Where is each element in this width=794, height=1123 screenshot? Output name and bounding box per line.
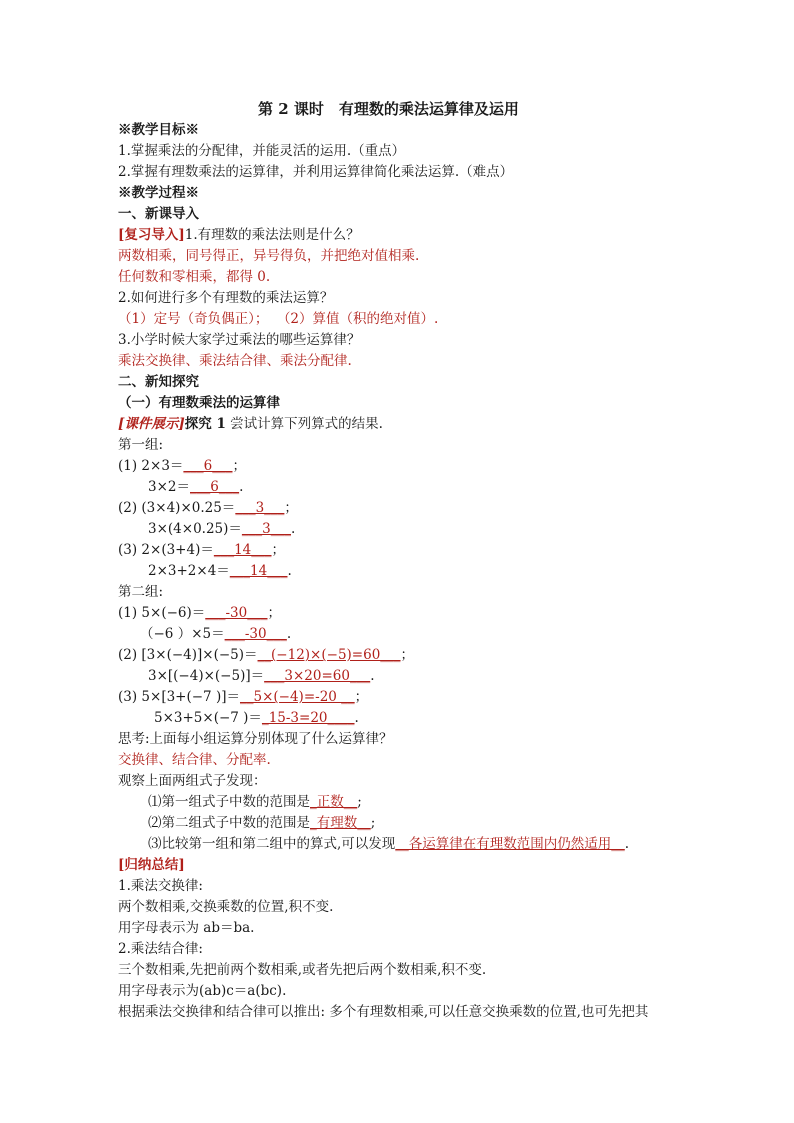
answer-2-part-2: （2）算值（积的绝对值）.: [276, 311, 439, 327]
exercise-line: 5×3+5×(−7 )＝_15-3=20____.: [154, 710, 359, 726]
courseware-tag: [课件展示]: [118, 416, 185, 432]
answer-blank: ___6___: [183, 458, 233, 474]
group-2-label: 第二组:: [118, 584, 164, 600]
process-heading: ※教学过程※: [118, 185, 199, 201]
answer-blank: ___3×20=60___: [264, 668, 371, 684]
review-question-1: [118, 226, 360, 245]
law-2-title: 2.乘法结合律:: [118, 941, 203, 957]
observation-1: ⑴第一组式子中数的范围是_正数__;: [148, 794, 362, 810]
answer-blank: _正数__: [310, 794, 358, 810]
law-1-text: 两个数相乘,交换乘数的位置,积不变.: [118, 899, 334, 915]
exercise-line: 3×2＝___6___.: [148, 479, 244, 495]
answer-blank: _15-3=20____: [261, 710, 355, 726]
observation-2: ⑵第二组式子中数的范围是_有理数__;: [148, 815, 376, 831]
explore-label: 探究 1: [184, 416, 226, 432]
subsection-heading: （一）有理数乘法的运算律: [118, 395, 280, 411]
answer-1-line-1: 两数相乘，同号得正，异号得负，并把绝对值相乘.: [118, 248, 420, 264]
observation-3: ⑶比较第一组和第二组中的算式,可以发现__各运算律在有理数范围内仍然适用__.: [148, 836, 630, 852]
question-3: 3.小学时候大家学过乘法的哪些运算律？: [118, 332, 361, 348]
exercise-line: 2×3+2×4＝___14___.: [148, 563, 292, 579]
question-1: 1.有理数的乘法法则是什么？: [184, 227, 360, 243]
summary-tag: [归纳总结]: [118, 857, 185, 873]
exercise-line: (1) 5×(−6)＝___-30___；: [118, 605, 281, 621]
answer-blank: ___14___: [213, 542, 272, 558]
exercise-line: (3) 2×(3+4)＝___14___；: [118, 542, 286, 558]
exercise-line: （−6 ）×5＝___-30___.: [140, 626, 292, 642]
review-tag: [复习导入]: [118, 227, 185, 243]
exercise-line: 3×(4×0.25)＝___3___.: [148, 521, 296, 537]
law-1-formula: 用字母表示为 ab＝ba.: [118, 920, 255, 936]
closing-paragraph: 根据乘法交换律和结合律可以推出: 多个有理数相乘,可以任意交换乘数的位置,也可先把其: [118, 1004, 649, 1020]
answer-blank: _有理数__: [310, 815, 371, 831]
goals-heading: ※教学目标※: [118, 122, 199, 138]
answer-blank: ___-30___: [224, 626, 287, 642]
section-intro-heading: 一、新课导入: [118, 206, 199, 222]
think-answer: 交换律、结合律、分配率.: [118, 752, 271, 768]
think-question: 思考:上面每小组运算分别体现了什么运算律？: [118, 731, 393, 747]
exercise-line: (3) 5×[3+(−7 )]＝__5×(−4)=-20 __；: [118, 689, 369, 705]
exercise-line: 3×[(−4)×(−5)]＝___3×20=60___.: [148, 668, 375, 684]
exercise-line: (1) 2×3＝___6___；: [118, 458, 246, 474]
exercise-line: (2) [3×(−4)]×(−5)＝__(−12)×(−5)=60___；: [118, 647, 415, 663]
answer-2-part-1: （1）定号（奇负偶正）；: [118, 311, 269, 327]
observe-prompt: 观察上面两组式子发现：: [118, 773, 267, 789]
answer-3: 乘法交换律、乘法结合律、乘法分配律.: [118, 353, 352, 369]
answer-1-line-2: 任何数和零相乘，都得 0.: [118, 269, 271, 285]
answer-blank: __各运算律在有理数范围内仍然适用__: [395, 836, 625, 852]
answer-blank: ___3___: [241, 521, 291, 537]
answer-blank: __5×(−4)=-20 __: [239, 689, 355, 705]
answer-blank: ___-30___: [205, 605, 268, 621]
explore-1-line: [118, 415, 383, 434]
section-explore-heading: 二、新知探究: [118, 374, 199, 390]
goal-1: 1.掌握乘法的分配律，并能灵活的运用.（重点）: [118, 143, 406, 159]
law-2-text: 三个数相乘,先把前两个数相乘,或者先把后两个数相乘,积不变.: [118, 962, 487, 978]
answer-blank: ___3___: [235, 500, 285, 516]
question-2: 2.如何进行多个有理数的乘法运算？: [118, 290, 334, 306]
explore-text: 尝试计算下列算式的结果.: [225, 416, 383, 432]
answer-blank: ___14___: [229, 563, 288, 579]
group-1-label: 第一组:: [118, 437, 164, 453]
answer-blank: __(−12)×(−5)=60___: [257, 647, 401, 663]
answer-2: [118, 310, 438, 329]
exercise-line: (2) (3×4)×0.25＝___3___；: [118, 500, 298, 516]
answer-blank: ___6___: [190, 479, 240, 495]
law-1-title: 1.乘法交换律:: [118, 878, 203, 894]
law-2-formula: 用字母表示为(ab)c＝a(bc).: [118, 983, 287, 999]
page-title: 第 2 课时 有理数的乘法运算律及运用: [258, 100, 519, 118]
goal-2: 2.掌握有理数乘法的运算律，并利用运算律简化乘法运算.（难点）: [118, 164, 514, 180]
